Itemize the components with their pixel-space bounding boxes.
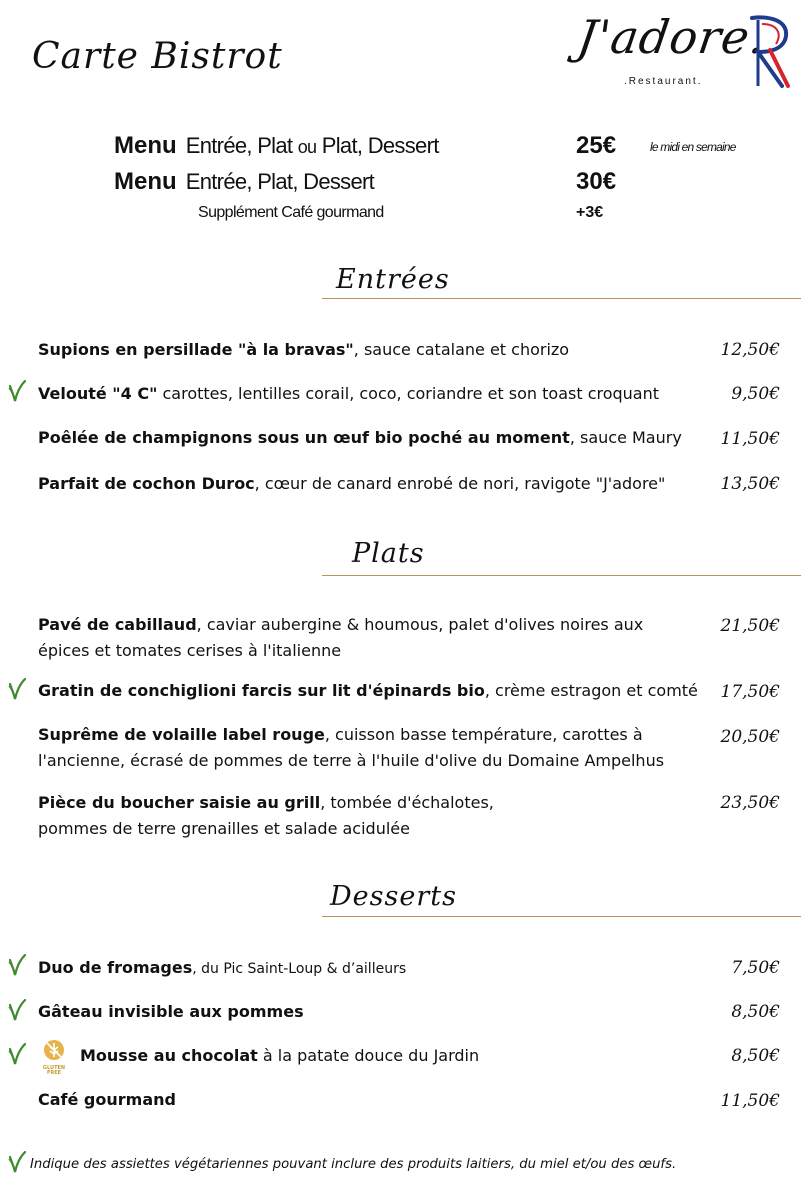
menu-label: Menu — [114, 168, 177, 195]
menu-label: Menu — [114, 132, 177, 159]
menu-item: Gâteau invisible aux pommes — [38, 1002, 304, 1021]
menu-row-30 — [114, 168, 774, 198]
vegetarian-leaf-icon — [8, 1151, 26, 1173]
menu-item: Velouté "4 C" carottes, lentilles corail, coco, coriandre et son toast croquant — [38, 384, 660, 403]
item-price: 20,50€ — [720, 727, 780, 747]
vegetarian-leaf-icon — [8, 999, 26, 1021]
supplement-price: +3€ — [576, 204, 604, 221]
menu-item: Supions en persillade "à la bravas", sauce catalane et chorizo — [38, 340, 570, 359]
menu-item: Duo de fromages, du Pic Saint-Loup & d’ailleurs — [38, 958, 407, 977]
menu-description: Entrée, Plat, Dessert — [185, 169, 375, 194]
vegetarian-legend: Indique des assiettes végétariennes pouvant inclure des produits laitiers, du miel et/ou des œufs. — [30, 1157, 677, 1172]
item-price: 8,50€ — [731, 1002, 780, 1022]
item-price: 12,50€ — [720, 340, 780, 360]
item-price: 21,50€ — [720, 616, 780, 636]
item-price: 13,50€ — [720, 474, 780, 494]
menu-item: Parfait de cochon Duroc, cœur de canard enrobé de nori, ravigote "J'adore" — [38, 474, 666, 493]
menu-item: Pavé de cabillaud, caviar aubergine & houmous, palet d'olives noires aux épices et tomates cerises à l'italienne — [38, 615, 644, 660]
menu-item: Café gourmand — [38, 1090, 176, 1109]
gluten-free-badge — [40, 1038, 68, 1076]
section-title-plats: Plats — [352, 538, 425, 569]
vegetarian-leaf-icon — [8, 380, 26, 402]
menu-price: 30€ — [576, 168, 617, 195]
vegetarian-leaf-icon — [8, 678, 26, 700]
menu-note: le midi en semaine — [650, 140, 736, 154]
item-price: 8,50€ — [731, 1046, 780, 1066]
menu-row-25 — [114, 132, 774, 162]
gluten-free-line1: GLUTEN — [42, 1065, 66, 1071]
page-title: Carte Bistrot — [32, 36, 283, 77]
logo-subtitle: .Restaurant. — [624, 76, 703, 87]
menu-item: Poêlée de champignons sous un œuf bio poché au moment, sauce Maury — [38, 428, 682, 447]
item-price: 23,50€ — [720, 793, 780, 813]
item-price: 9,50€ — [731, 384, 780, 404]
menu-description: Entrée, Plat ou Plat, Dessert — [185, 133, 439, 158]
logo-script-text: J'adore. — [574, 10, 770, 64]
menu-item: Mousse au chocolat à la patate douce du Jardin — [80, 1046, 480, 1065]
item-price: 11,50€ — [720, 429, 780, 449]
item-price: 11,50€ — [720, 1091, 780, 1111]
menu-item: Pièce du boucher saisie au grill, tombée d'échalotes, pommes de terre grenailles et salade acidulée — [38, 793, 494, 838]
item-price: 7,50€ — [731, 958, 780, 978]
logo-r-icon — [748, 14, 792, 90]
vegetarian-leaf-icon — [8, 1043, 26, 1065]
restaurant-logo — [574, 10, 793, 92]
menu-price: 25€ — [576, 132, 617, 159]
section-divider — [322, 916, 801, 917]
item-price: 17,50€ — [720, 682, 780, 702]
section-title-entrees: Entrées — [336, 264, 450, 295]
section-divider — [322, 575, 801, 576]
supplement-label: Supplément Café gourmand — [198, 204, 384, 221]
vegetarian-leaf-icon — [8, 954, 26, 976]
section-divider — [322, 298, 801, 299]
menu-item: Suprême de volaille label rouge, cuisson basse température, carottes à l'ancienne, écrasé de pommes de terre à l'huile d'olive du Domaine Ampelhus — [38, 725, 665, 770]
gluten-free-line2: FREE — [46, 1070, 62, 1076]
gluten-free-icon — [40, 1038, 68, 1062]
section-title-desserts: Desserts — [330, 881, 457, 912]
menu-item: Gratin de conchiglioni farcis sur lit d'épinards bio, crème estragon et comté — [38, 681, 698, 700]
